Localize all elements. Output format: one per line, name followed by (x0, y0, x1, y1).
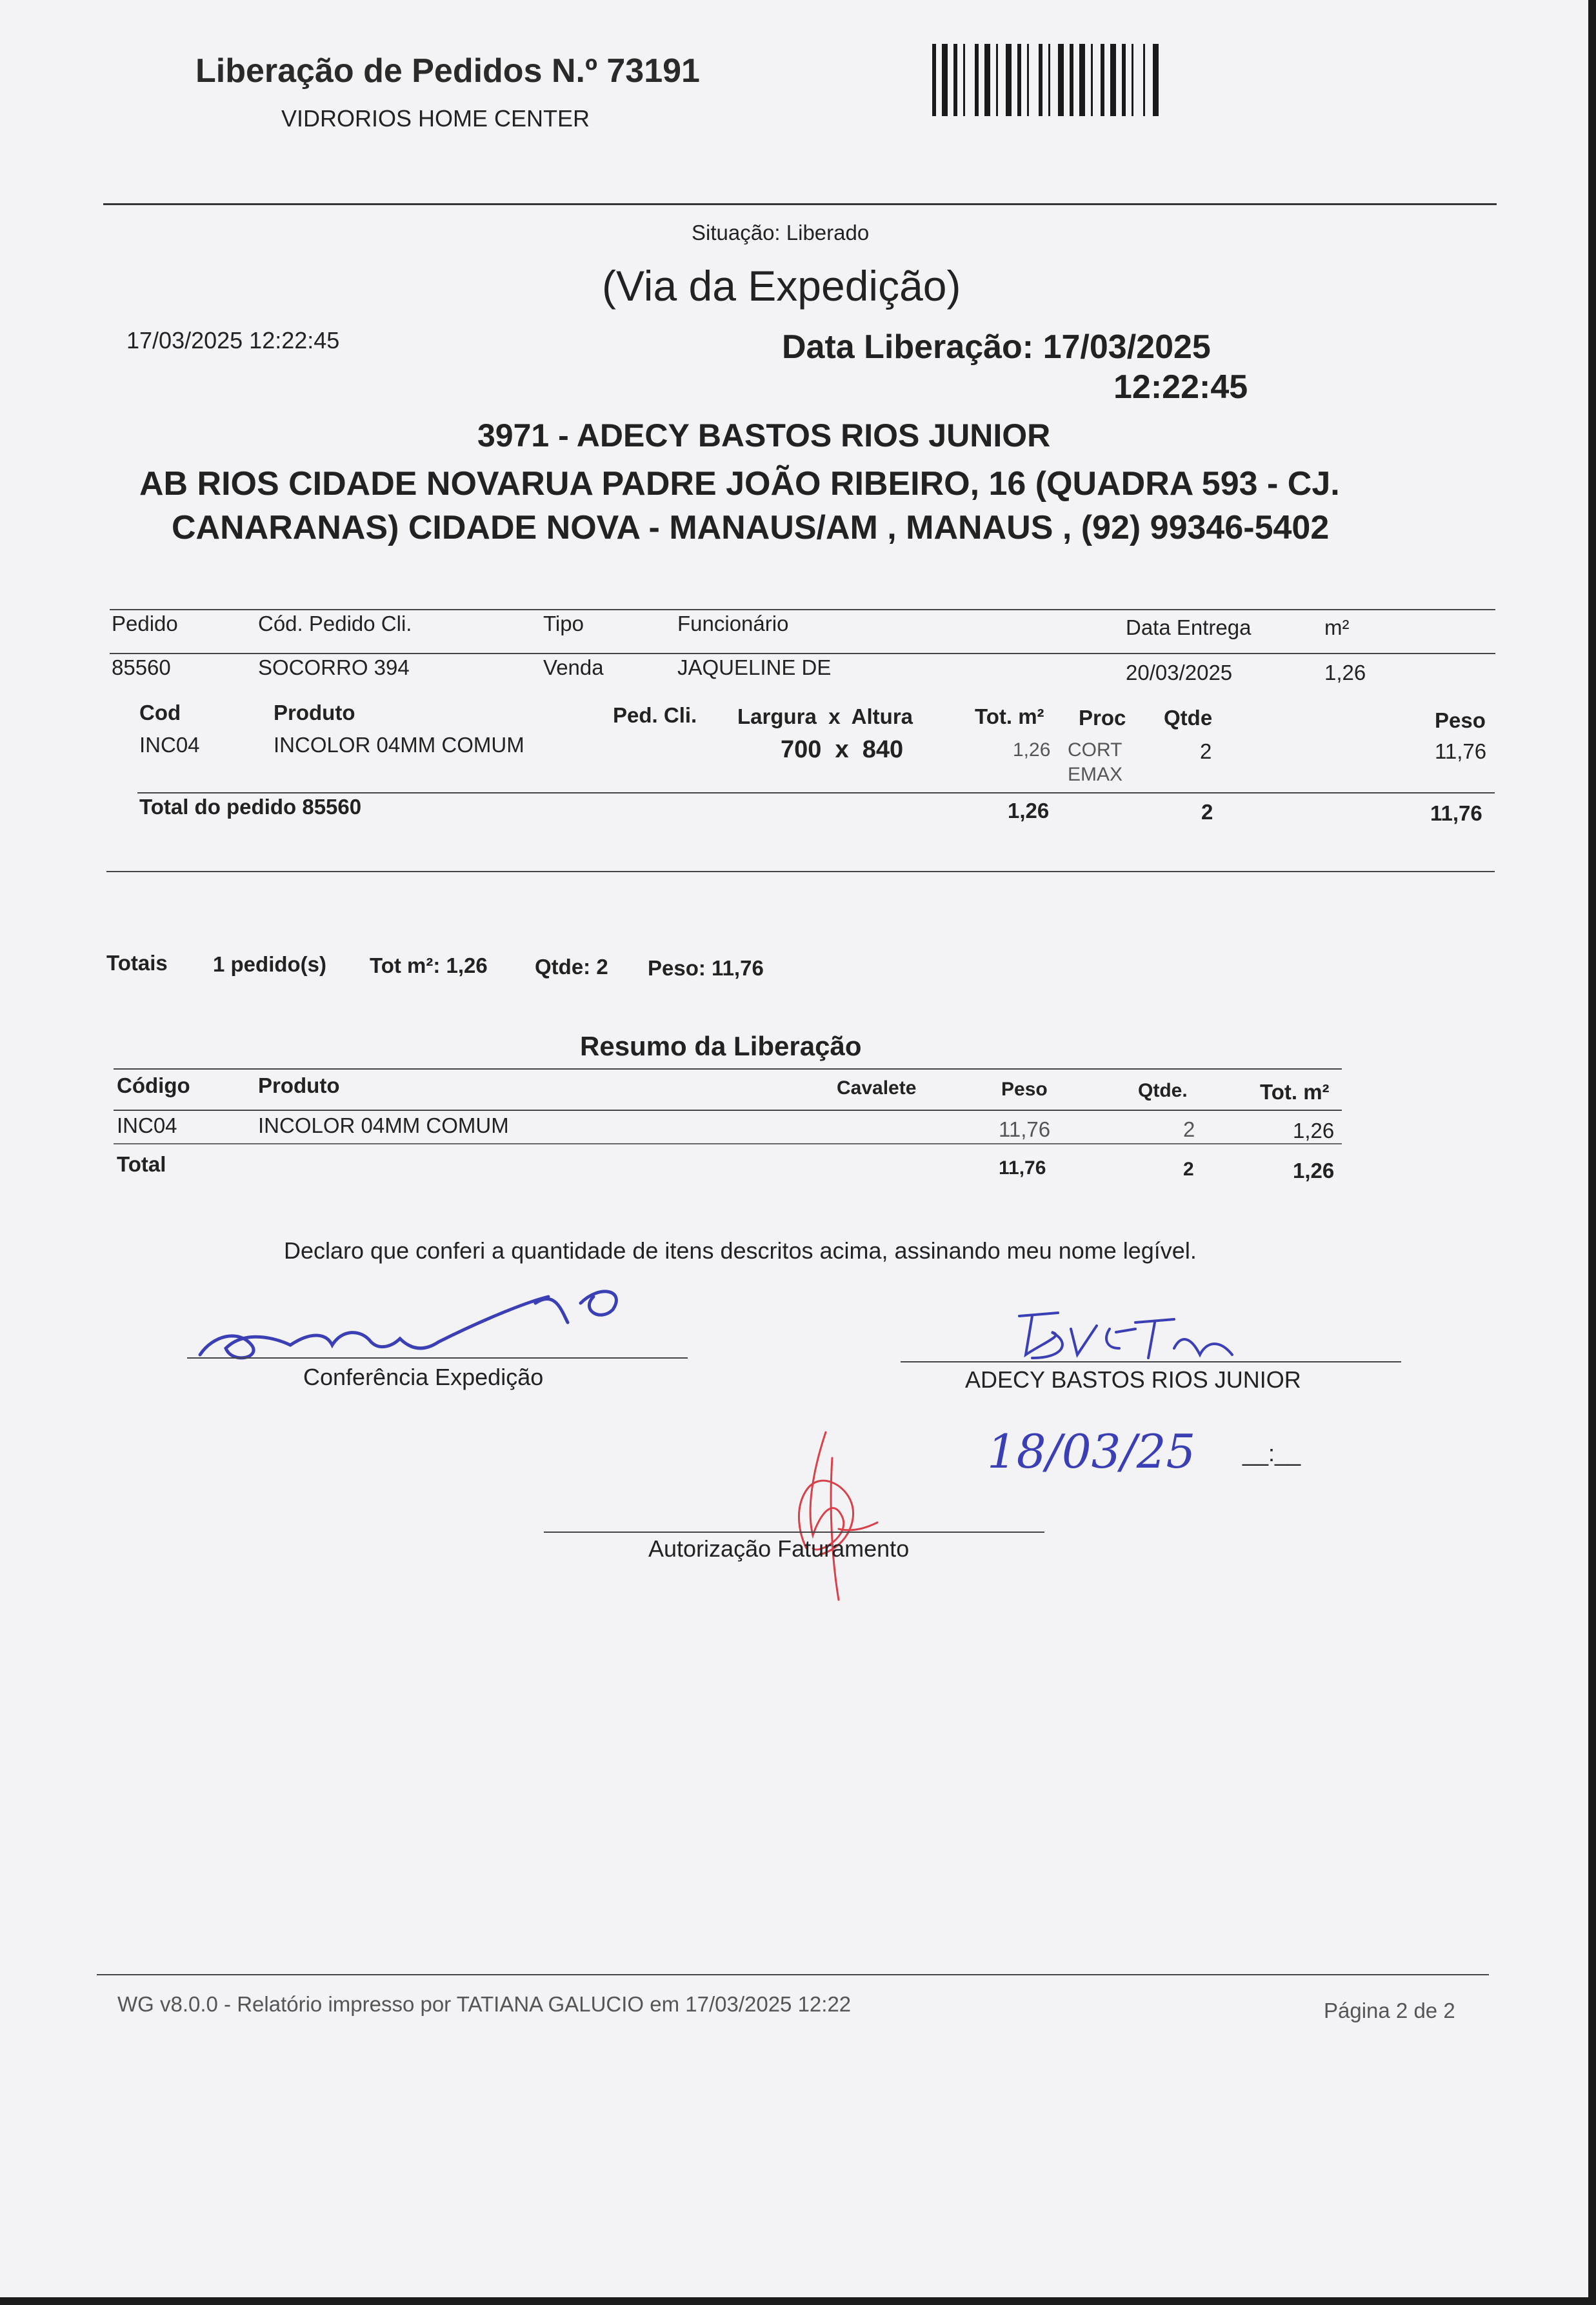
item-header-ped-cli: Ped. Cli. (613, 703, 697, 727)
item-qtde: 2 (1200, 739, 1212, 763)
footer-printed-by: WG v8.0.0 - Relatório impresso por TATIANA GALUCIO em 17/03/2025 12:22 (117, 1992, 852, 2016)
resumo-header-codigo: Código (117, 1073, 190, 1097)
totais-tot-m2: Tot m²: 1,26 (370, 953, 488, 977)
order-tipo: Venda (543, 655, 604, 679)
resumo-row-rule (114, 1143, 1342, 1144)
col-header-pedido: Pedido (112, 612, 178, 635)
resumo-total-peso: 11,76 (999, 1157, 1046, 1179)
resumo-top-rule (114, 1068, 1342, 1070)
resumo-header-produto: Produto (258, 1073, 340, 1097)
header-divider (103, 203, 1497, 205)
col-header-data-entrega: Data Entrega (1126, 615, 1252, 639)
autorizacao-label: Autorização Faturamento (648, 1535, 910, 1562)
resumo-title: Resumo da Liberação (580, 1031, 862, 1061)
status-text: Situação: Liberado (692, 221, 870, 244)
scan-edge-right (1588, 0, 1596, 2305)
footer-page-number: Página 2 de 2 (1324, 1999, 1455, 2022)
order-total-peso: 11,76 (1430, 801, 1482, 825)
item-header-proc: Proc (1079, 706, 1126, 730)
resumo-produto: INCOLOR 04MM COMUM (258, 1113, 509, 1137)
order-pedido: 85560 (112, 655, 171, 679)
col-header-funcionario: Funcionário (677, 612, 789, 635)
order-total-rule (137, 792, 1495, 793)
col-header-tipo: Tipo (543, 612, 584, 635)
item-tot-m2: 1,26 (1013, 739, 1051, 761)
totais-peso: Peso: 11,76 (648, 956, 764, 980)
conferencia-label: Conferência Expedição (303, 1364, 544, 1390)
scan-edge-bottom (0, 2297, 1596, 2305)
resumo-header-tot-m2: Tot. m² (1260, 1080, 1330, 1104)
client-address-line1: AB RIOS CIDADE NOVARUA PADRE JOÃO RIBEIRO, 16 (QUADRA 593 - CJ. (139, 465, 1340, 503)
resumo-peso: 11,76 (999, 1117, 1051, 1141)
signature-client (1006, 1303, 1277, 1368)
signature-line-conferencia (187, 1357, 688, 1359)
item-header-cod: Cod (139, 701, 181, 724)
item-cod: INC04 (139, 733, 200, 757)
time-placeholder: __:__ (1242, 1440, 1301, 1466)
item-header-qtde: Qtde (1164, 706, 1213, 730)
resumo-total-tot-m2: 1,26 (1293, 1159, 1335, 1182)
order-cod-pedido-cli: SOCORRO 394 (258, 655, 410, 679)
barcode (932, 44, 1177, 116)
client-signature-name: ADECY BASTOS RIOS JUNIOR (965, 1366, 1301, 1393)
company-name: VIDRORIOS HOME CENTER (281, 105, 590, 132)
item-proc-line1: CORT (1068, 739, 1122, 761)
print-datetime: 17/03/2025 12:22:45 (126, 327, 340, 354)
client-address-line2: CANARANAS) CIDADE NOVA - MANAUS/AM , MANAUS , (92) 99346-5402 (172, 509, 1330, 546)
resumo-qtde: 2 (1183, 1117, 1195, 1141)
order-table-header-rule (110, 653, 1495, 654)
order-total-m2: 1,26 (1008, 799, 1050, 823)
order-total-label: Total do pedido 85560 (139, 795, 362, 819)
col-header-m2: m² (1324, 615, 1350, 639)
totais-pedidos: 1 pedido(s) (213, 952, 327, 976)
item-dimensions: 700 x 840 (781, 736, 904, 763)
resumo-header-qtde: Qtde. (1138, 1080, 1188, 1101)
item-header-tot-m2: Tot. m² (975, 704, 1044, 728)
liberation-time: 12:22:45 (1113, 368, 1248, 406)
item-produto: INCOLOR 04MM COMUM (274, 733, 524, 757)
totais-label: Totais (106, 951, 168, 975)
declaration-text: Declaro que conferi a quantidade de itens descritos acima, assinando meu nome legível. (284, 1237, 1197, 1264)
order-table-bottom-rule (106, 871, 1495, 872)
order-data-entrega: 20/03/2025 (1126, 661, 1233, 684)
item-header-produto: Produto (274, 701, 355, 724)
col-header-cod-pedido-cli: Cód. Pedido Cli. (258, 612, 412, 635)
resumo-header-rule (114, 1110, 1342, 1111)
resumo-header-peso: Peso (1001, 1079, 1048, 1100)
item-header-peso: Peso (1435, 708, 1486, 732)
via-expedicao: (Via da Expedição) (602, 262, 961, 310)
liberation-date: Data Liberação: 17/03/2025 (782, 328, 1211, 366)
item-peso: 11,76 (1435, 739, 1487, 763)
totais-qtde: Qtde: 2 (535, 955, 608, 979)
resumo-codigo: INC04 (117, 1113, 177, 1137)
client-name: 3971 - ADECY BASTOS RIOS JUNIOR (477, 417, 1051, 454)
document-title: Liberação de Pedidos N.º 73191 (195, 52, 700, 90)
handwritten-date: 18/03/25 (987, 1424, 1196, 1479)
signature-line-client (901, 1361, 1401, 1362)
item-proc-line2: EMAX (1068, 764, 1123, 785)
resumo-total-qtde: 2 (1183, 1159, 1194, 1180)
red-stamp-signature (768, 1419, 890, 1606)
footer-rule (97, 1974, 1489, 1975)
order-total-qtde: 2 (1201, 800, 1213, 824)
order-m2: 1,26 (1324, 661, 1366, 684)
resumo-total-label: Total (117, 1152, 166, 1176)
order-funcionario: JAQUELINE DE (677, 655, 832, 679)
resumo-header-cavalete: Cavalete (837, 1077, 917, 1099)
signature-line-autorizacao (544, 1532, 1044, 1533)
resumo-tot-m2: 1,26 (1293, 1119, 1335, 1143)
order-table-top-rule (110, 609, 1495, 610)
item-header-largura-altura: Largura x Altura (737, 704, 913, 728)
